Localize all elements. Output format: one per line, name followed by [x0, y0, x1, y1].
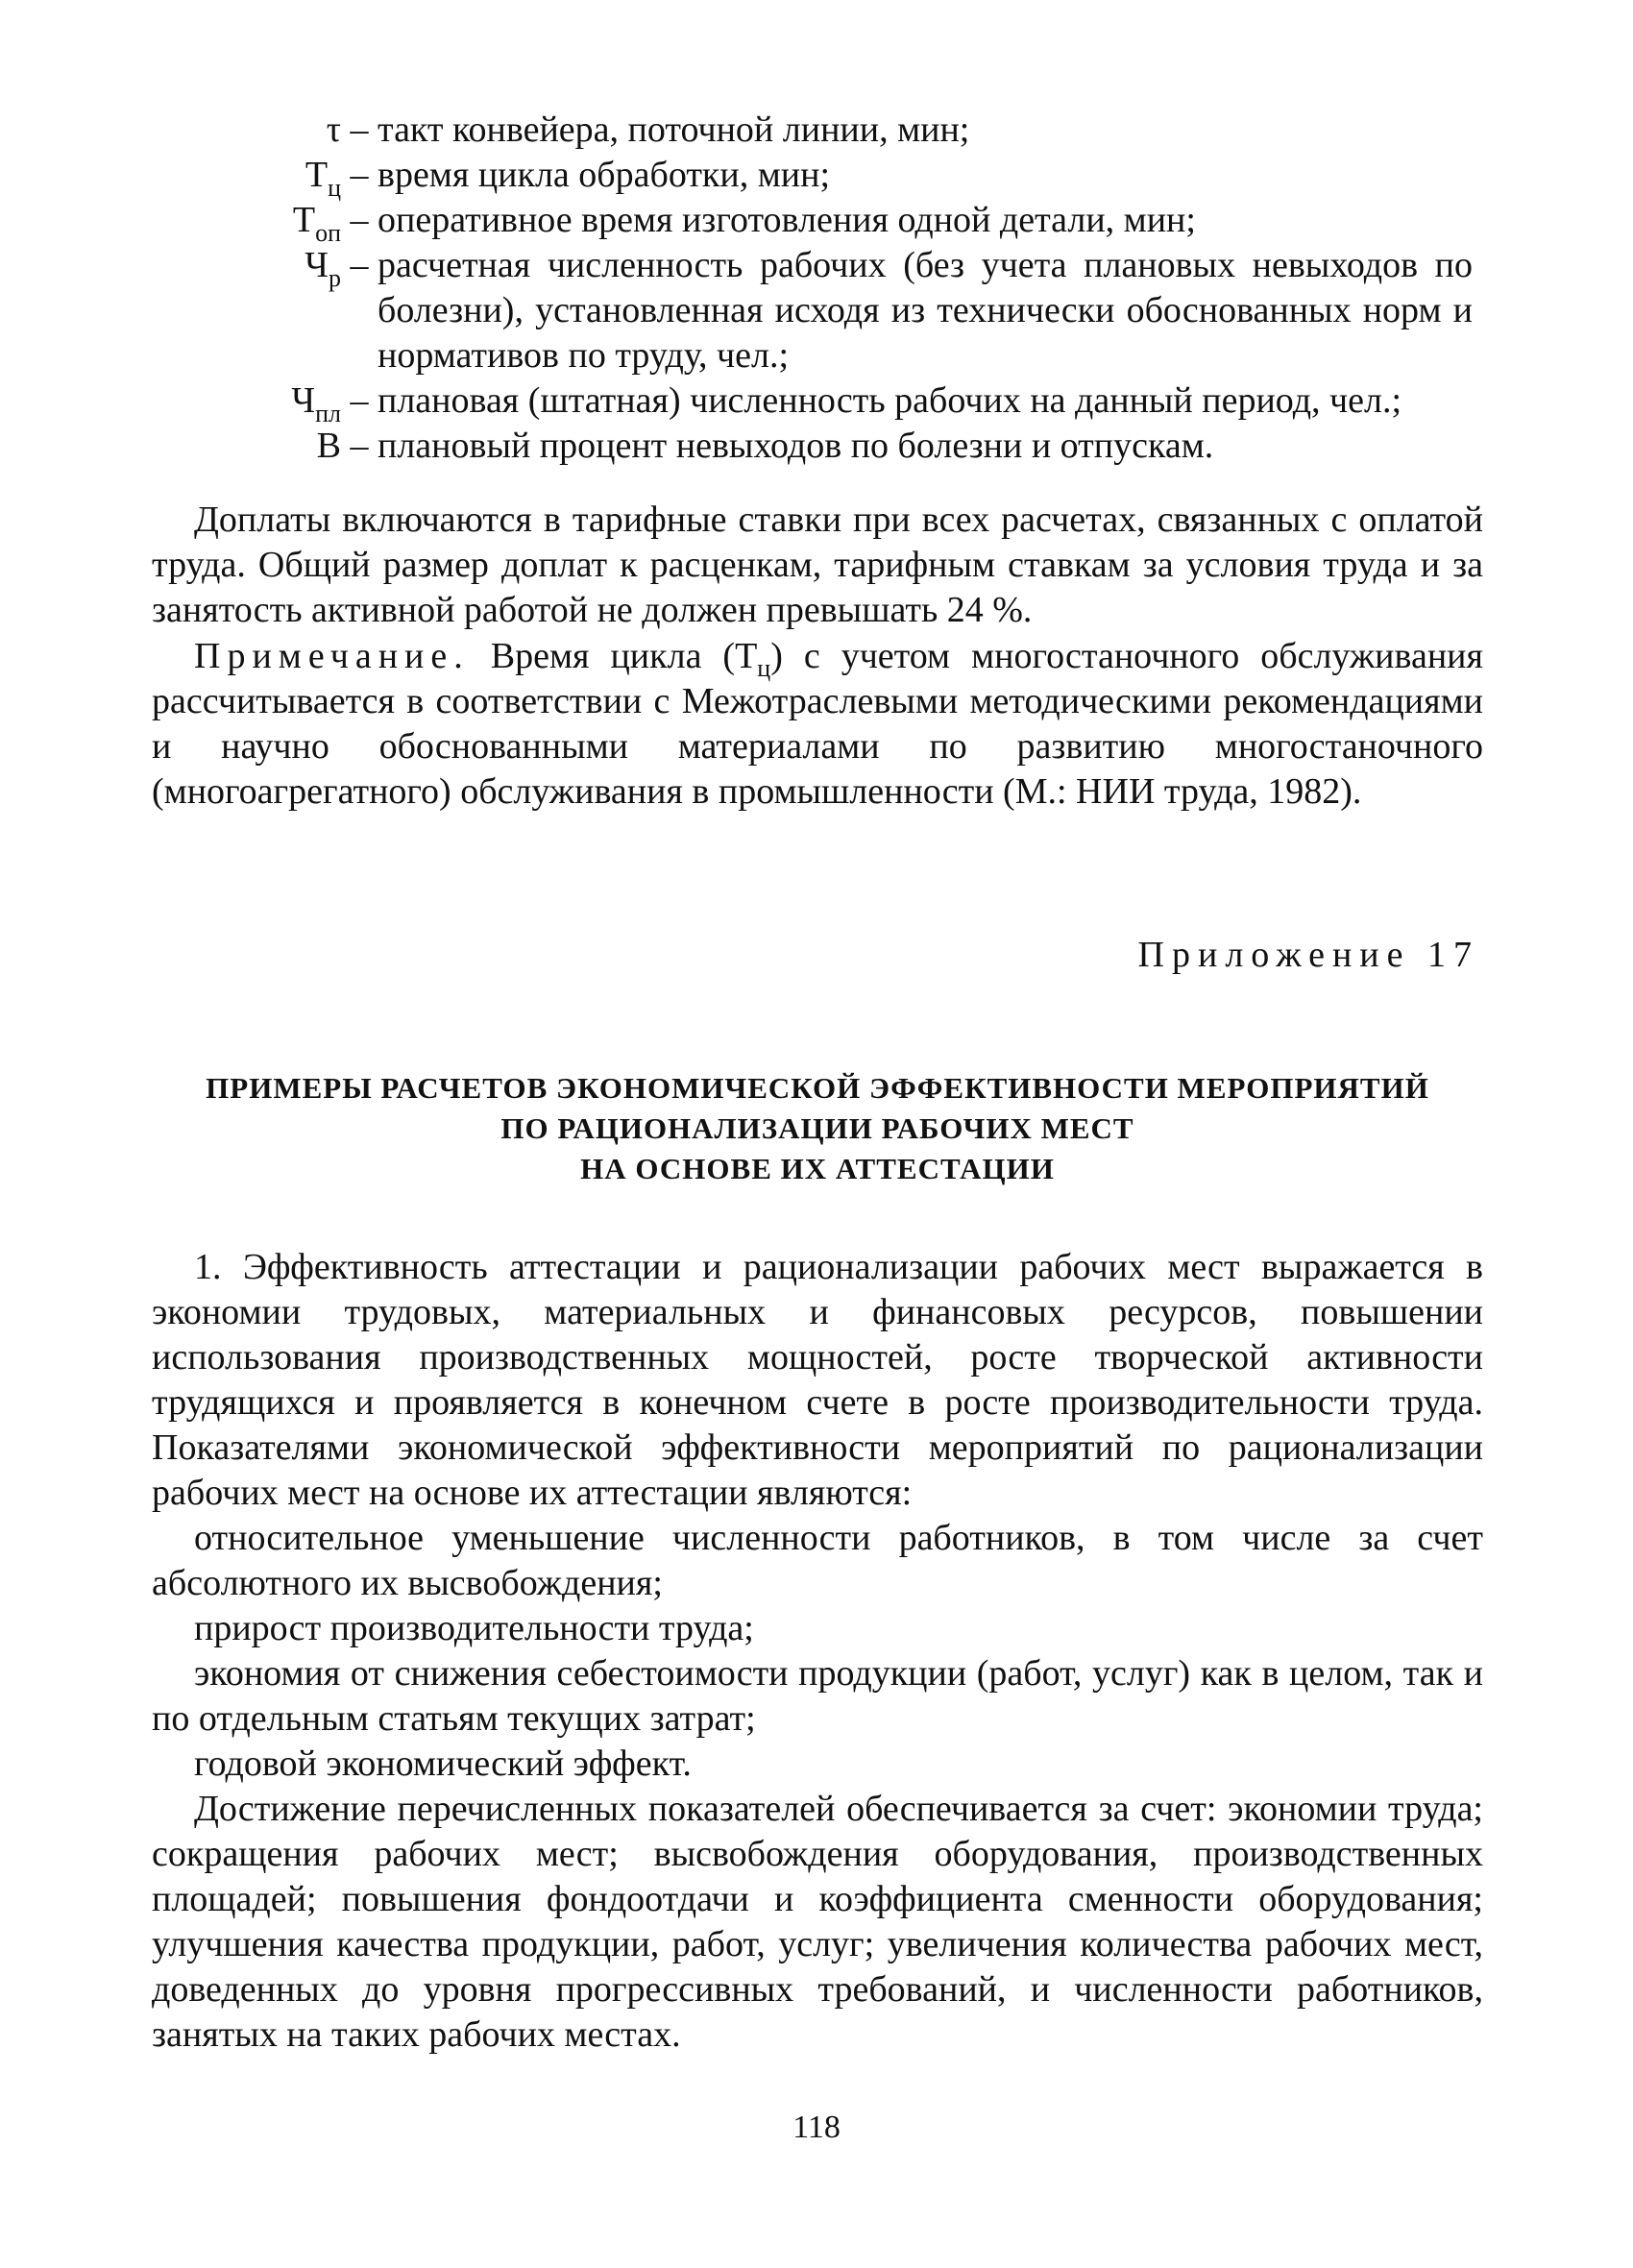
definition-text: время цикла обработки, мин; — [378, 155, 831, 195]
definition-symbol: $Ч_р$ — [305, 245, 341, 292]
definition-item — [144, 153, 1489, 202]
definition-symbol: $Т_ц$ — [305, 155, 341, 202]
definition-dash: – — [350, 380, 369, 421]
appendix-label: Приложение 17 — [1137, 935, 1479, 975]
definition-symbol: $Т_{оп}$ — [292, 200, 341, 247]
indicator-item: относительное уменьшение численности работников, в том числе за счет абсолютного их высвобождения; — [152, 1518, 1483, 1603]
allowances-paragraph: Доплаты включаются в тарифные ставки при всех расчетах, связанных с оплатой труда. Общий размер доплат к расценкам, тарифным ставкам за условия труда и за занятость активной работой не должен превышать 24 %. — [152, 500, 1483, 630]
definition-dash: – — [350, 426, 369, 466]
note-paragraph: Примечание. Время цикла $(Т_ц)$ с учетом многостаночного обслуживания рассчитывается в соответствии с Межотраслевыми методическими рекомендациями и научно обоснованными материалами по развитию многостаночного (многоагрегатного) обслуживания в промышленности (М.: НИИ труда, 1982). — [152, 636, 1483, 812]
definition-dash: – — [350, 155, 369, 195]
achievement-paragraph: Достижение перечисленных показателей обеспечивается за счет: экономии труда; сокращения рабочих мест; высвобождения оборудования, производственных площадей; повышения фондоотдачи и коэффициента сменности оборудования; улучшения качества продукции, работ, услуг; увеличения количества рабочих мест, доведенных до уровня прогрессивных требований, и численности работников, занятых на таких рабочих местах. — [152, 1789, 1483, 2055]
definition-dash: – — [350, 245, 369, 285]
definition-item — [144, 108, 1489, 153]
definition-text: расчетная численность рабочих (без учета плановых невыходов по болезни), установленная исходя из технически обоснованных норм и нормативов по труду, чел.; — [378, 245, 1473, 376]
definition-dash: – — [350, 110, 369, 150]
definition-dash: – — [350, 200, 369, 240]
definition-text: плановый процент невыходов по болезни и отпускам. — [378, 426, 1214, 466]
page-number: 118 — [792, 2109, 841, 2145]
note-label: Примечание. — [194, 636, 470, 676]
definition-symbol: τ — [326, 110, 341, 150]
indicator-item: годовой экономический эффект. — [194, 1744, 692, 1784]
definition-item — [144, 378, 1489, 427]
definition-text: оперативное время изготовления одной детали, мин; — [378, 200, 1196, 240]
definition-symbol: $Ч_{пл}$ — [291, 380, 341, 427]
section-heading: ПРИМЕРЫ РАСЧЕТОВ ЭКОНОМИЧЕСКОЙ ЭФФЕКТИВНОСТИ МЕРОПРИЯТИЙ ПО РАЦИОНАЛИЗАЦИИ РАБОЧИХ МЕСТ НА ОСНОВЕ ИХ АТТЕСТАЦИИ — [206, 1071, 1429, 1185]
definition-item — [144, 243, 1489, 378]
definition-item — [144, 424, 1489, 469]
indicator-item: экономия от снижения себестоимости продукции (работ, услуг) как в целом, так и по отдельным статьям текущих затрат; — [152, 1653, 1483, 1739]
indicator-item: прирост производительности труда; — [194, 1608, 754, 1648]
definition-symbol: В — [316, 426, 341, 466]
section-1-paragraph: 1. Эффективность аттестации и рационализации рабочих мест выражается в экономии трудовых, материальных и финансовых ресурсов, повышении использования производственных мощностей, росте творческой активности трудящихся и проявляется в конечном счете в росте производительности труда. Показателями экономической эффективности мероприятий по рационализации рабочих мест на основе их аттестации являются: — [152, 1247, 1483, 1513]
definition-text: такт конвейера, поточной линии, мин; — [378, 110, 970, 150]
definition-text: плановая (штатная) численность рабочих на данный период, чел.; — [378, 380, 1402, 421]
definitions-list — [144, 108, 1489, 469]
definition-item — [144, 198, 1489, 247]
